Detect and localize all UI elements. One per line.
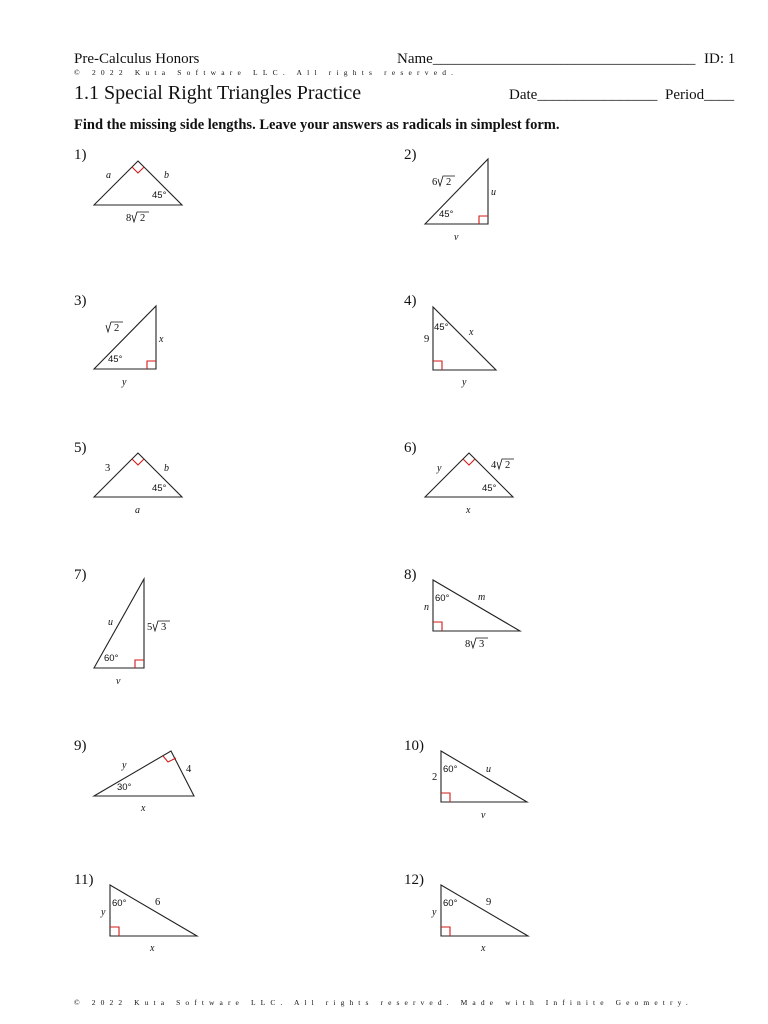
- problem-number: 8): [404, 567, 417, 583]
- angle-label: 30°: [117, 782, 132, 793]
- worksheet-id: ID: 1: [704, 51, 736, 67]
- label-x: x: [481, 943, 486, 954]
- problem-number: 6): [404, 440, 417, 456]
- problem-number: 9): [74, 738, 87, 754]
- label-b: b: [164, 463, 169, 474]
- angle-label: 60°: [443, 764, 458, 775]
- triangle-problem-10: [432, 751, 527, 821]
- angle-label: 45°: [152, 483, 167, 494]
- triangle-problem-3: [94, 306, 164, 388]
- label-v: v: [116, 676, 121, 687]
- triangle-problem-8: [424, 580, 520, 650]
- angle-label: 45°: [434, 322, 449, 333]
- angle-label: 45°: [439, 209, 454, 220]
- triangle-problem-7: [94, 579, 170, 687]
- course-name: Pre-Calculus Honors: [74, 51, 200, 67]
- period-field: Period____: [665, 87, 735, 103]
- date-field: Date________________: [509, 87, 658, 103]
- label-y: y: [122, 760, 127, 771]
- instructions: Find the missing side lengths. Leave your answers as radicals in simplest form.: [74, 117, 560, 133]
- label-4: 4: [186, 764, 192, 775]
- copyright-footer: © 2022 Kuta Software LLC. All rights reserved. Made with Infinite Geometry.: [74, 998, 693, 1007]
- angle-label: 60°: [435, 593, 450, 604]
- triangle-problem-12: [431, 885, 528, 954]
- label-v: v: [454, 232, 459, 243]
- triangle-problem-11: [100, 885, 197, 954]
- triangle-problem-4: [424, 307, 496, 388]
- problem-number: 4): [404, 293, 417, 309]
- label-6: 6: [155, 897, 161, 908]
- label-x: x: [150, 943, 155, 954]
- copyright-top: © 2022 Kuta Software LLC. All rights reserved.: [74, 68, 459, 77]
- base-radicand: 3: [479, 639, 485, 650]
- label-9: 9: [424, 334, 430, 345]
- problem-number: 5): [74, 440, 87, 456]
- angle-label: 45°: [482, 483, 497, 494]
- label-y: y: [101, 907, 106, 918]
- problem-number: 2): [404, 147, 417, 163]
- leg-coefficient: 4: [491, 460, 497, 471]
- angle-label: 45°: [152, 190, 167, 201]
- triangle-problem-2: [425, 159, 496, 243]
- label-b: b: [164, 170, 169, 181]
- label-u: u: [491, 187, 496, 198]
- label-u: u: [108, 617, 113, 628]
- hyp-radicand: 2: [446, 177, 452, 188]
- label-y: y: [122, 377, 127, 388]
- angle-label: 45°: [108, 354, 123, 365]
- name-field: Name___________________________________: [397, 51, 696, 67]
- vertical-radicand: 3: [161, 622, 167, 633]
- label-y: y: [432, 907, 437, 918]
- label-a: a: [106, 170, 111, 181]
- label-a: a: [135, 505, 140, 516]
- label-x: x: [466, 505, 471, 516]
- angle-label: 60°: [443, 898, 458, 909]
- problem-number: 3): [74, 293, 87, 309]
- label-x: x: [141, 803, 146, 814]
- hyp-radicand: 2: [114, 323, 120, 334]
- base-coefficient: 8: [465, 639, 471, 650]
- label-3: 3: [105, 463, 111, 474]
- label-x: x: [469, 327, 474, 338]
- angle-label: 60°: [104, 653, 119, 664]
- label-9: 9: [486, 897, 492, 908]
- label-x: x: [159, 334, 164, 345]
- hyp-coefficient: 6: [432, 177, 438, 188]
- problem-number: 12): [404, 872, 424, 888]
- label-y: y: [462, 377, 467, 388]
- label-m: m: [478, 592, 486, 603]
- label-v: v: [481, 810, 486, 821]
- triangle-problem-9: [94, 751, 194, 814]
- triangle-problem-6: [425, 453, 514, 516]
- angle-label: 60°: [112, 898, 127, 909]
- problem-number: 11): [74, 872, 94, 888]
- problem-number: 1): [74, 147, 87, 163]
- triangle-problem-1: [94, 161, 182, 224]
- hyp-radicand: 2: [140, 213, 146, 224]
- hyp-coefficient: 8: [126, 213, 132, 224]
- problem-number: 10): [404, 738, 424, 754]
- label-u: u: [486, 764, 491, 775]
- triangle-problem-5: [94, 453, 182, 516]
- label-n: n: [424, 602, 429, 613]
- leg-radicand: 2: [505, 460, 511, 471]
- label-y: y: [437, 463, 442, 474]
- vertical-coefficient: 5: [147, 622, 153, 633]
- label-2: 2: [432, 772, 438, 783]
- worksheet-title: 1.1 Special Right Triangles Practice: [74, 82, 362, 104]
- problem-number: 7): [74, 567, 87, 583]
